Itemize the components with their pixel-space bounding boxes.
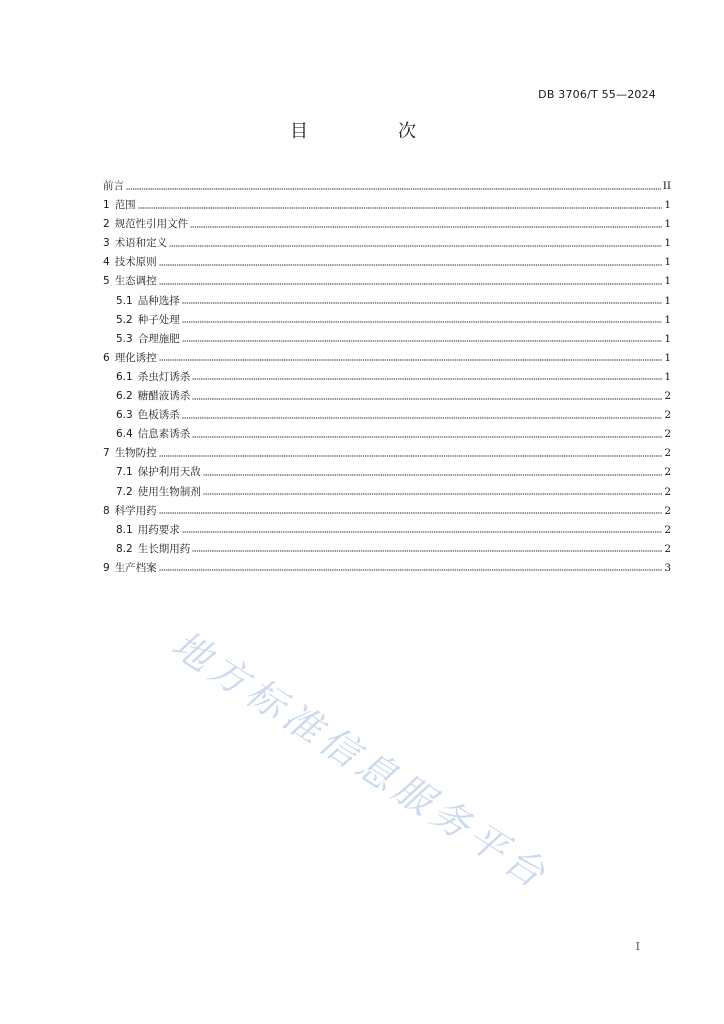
toc-entry-number: 6 (103, 351, 110, 364)
toc-entry-page: 2 (664, 390, 671, 403)
toc-dot-leader (182, 337, 663, 345)
toc-entry-label: 杀虫灯诱杀 (137, 370, 191, 383)
toc-entry[interactable] (103, 234, 671, 253)
toc-dot-leader (192, 395, 662, 403)
toc-entry-label: 前言 (103, 180, 124, 192)
toc-entry-page: 1 (664, 275, 671, 288)
toc-entry-label: 使用生物制剂 (137, 485, 201, 498)
toc-entry-page: 1 (664, 199, 671, 212)
toc-entry-label: 品种选择 (137, 294, 180, 307)
toc-entry-page: 2 (664, 447, 671, 460)
toc-dot-leader (169, 242, 662, 250)
toc-entry-number: 2 (103, 218, 110, 231)
toc-entry-label: 保护利用天敌 (137, 466, 201, 479)
toc-entry-number: 7.1 (116, 466, 133, 479)
toc-entry-page: II (662, 180, 671, 192)
toc-entry-label: 技术原则 (114, 256, 157, 269)
toc-entry-page: 1 (664, 370, 671, 383)
toc-entry-label: 生长期用药 (137, 542, 191, 555)
toc-entry-page: 1 (664, 237, 671, 250)
watermark: 地方标准信息服务平台 (164, 621, 558, 899)
toc-entry-page: 2 (664, 542, 671, 555)
document-code: DB 3706/T 55—2024 (538, 88, 656, 101)
toc-entry-number: 6.2 (116, 390, 133, 403)
toc-dot-leader (126, 185, 661, 193)
toc-dot-leader (190, 223, 662, 231)
toc-entry[interactable] (103, 253, 671, 272)
toc-dot-leader (159, 356, 663, 364)
toc-dot-leader (192, 375, 662, 383)
toc-entry-number: 5 (103, 275, 110, 288)
toc-entry-page: 2 (664, 485, 671, 498)
toc-entry[interactable] (103, 387, 671, 406)
toc-entry[interactable] (103, 349, 671, 368)
toc-entry-label: 糖醋液诱杀 (137, 390, 191, 403)
toc-entry[interactable] (103, 330, 671, 349)
toc-entry-page: 1 (664, 218, 671, 231)
toc-entry-label: 科学用药 (114, 504, 157, 517)
toc-entry-number: 3 (103, 237, 110, 250)
toc-dot-leader (182, 414, 663, 422)
toc-entry-number: 7.2 (116, 485, 133, 498)
toc-entry-number: 9 (103, 561, 110, 574)
toc-entry-number: 6.1 (116, 370, 133, 383)
toc-entry-label: 生物防控 (114, 447, 157, 460)
toc-entry-page: 2 (664, 409, 671, 422)
toc-dot-leader (203, 471, 663, 479)
toc-entry[interactable] (103, 540, 671, 559)
toc-dot-leader (159, 509, 663, 517)
table-of-contents (103, 177, 671, 578)
toc-entry[interactable] (103, 272, 671, 291)
toc-entry-label: 生产档案 (114, 561, 157, 574)
toc-entry[interactable] (103, 177, 671, 196)
toc-entry[interactable] (103, 196, 671, 215)
toc-dot-leader (203, 490, 663, 498)
toc-entry-page: 1 (664, 294, 671, 307)
toc-entry[interactable] (103, 521, 671, 540)
toc-entry-number: 8.1 (116, 523, 133, 536)
toc-title: 目 次 (290, 121, 452, 142)
toc-entry-label: 理化诱控 (114, 351, 157, 364)
toc-entry-number: 1 (103, 199, 110, 212)
toc-dot-leader (182, 318, 663, 326)
toc-entry[interactable] (103, 292, 671, 311)
toc-entry[interactable] (103, 311, 671, 330)
toc-entry-number: 8.2 (116, 542, 133, 555)
toc-entry[interactable] (103, 559, 671, 578)
toc-entry-label: 术语和定义 (114, 237, 168, 250)
toc-dot-leader (159, 261, 663, 269)
toc-dot-leader (192, 433, 662, 441)
toc-entry-number: 6.4 (116, 428, 133, 441)
toc-entry[interactable] (103, 368, 671, 387)
toc-dot-leader (159, 452, 663, 460)
toc-entry-label: 生态调控 (114, 275, 157, 288)
toc-entry-label: 范围 (114, 199, 136, 212)
toc-entry-number: 6.3 (116, 409, 133, 422)
toc-entry-page: 2 (664, 428, 671, 441)
toc-entry[interactable] (103, 463, 671, 482)
toc-entry[interactable] (103, 425, 671, 444)
toc-entry-number: 5.3 (116, 332, 133, 345)
toc-entry-page: 2 (664, 523, 671, 536)
toc-entry[interactable] (103, 406, 671, 425)
toc-dot-leader (192, 547, 662, 555)
toc-entry-number: 4 (103, 256, 110, 269)
toc-dot-leader (182, 299, 663, 307)
toc-entry[interactable] (103, 215, 671, 234)
toc-entry-label: 用药要求 (137, 523, 180, 536)
toc-entry-page: 3 (664, 561, 671, 574)
toc-entry-page: 1 (664, 351, 671, 364)
toc-entry-page: 1 (664, 256, 671, 269)
toc-entry-label: 合理施肥 (137, 332, 180, 345)
toc-entry[interactable] (103, 444, 671, 463)
toc-entry-label: 种子处理 (137, 313, 180, 326)
toc-entry-number: 8 (103, 504, 110, 517)
toc-entry-label: 信息素诱杀 (137, 428, 191, 441)
toc-dot-leader (182, 528, 663, 536)
toc-dot-leader (159, 566, 663, 574)
toc-dot-leader (138, 204, 663, 212)
toc-entry-page: 2 (664, 466, 671, 479)
toc-entry-label: 规范性引用文件 (114, 218, 189, 231)
toc-entry-page: 2 (664, 504, 671, 517)
toc-entry-label: 色板诱杀 (137, 409, 180, 422)
toc-entry-number: 5.2 (116, 313, 133, 326)
page-number: I (635, 940, 640, 953)
toc-entry[interactable] (103, 483, 671, 502)
toc-entry[interactable] (103, 502, 671, 521)
toc-entry-page: 1 (664, 313, 671, 326)
toc-dot-leader (159, 280, 663, 288)
toc-entry-page: 1 (664, 332, 671, 345)
toc-entry-number: 5.1 (116, 294, 133, 307)
toc-entry-number: 7 (103, 447, 110, 460)
